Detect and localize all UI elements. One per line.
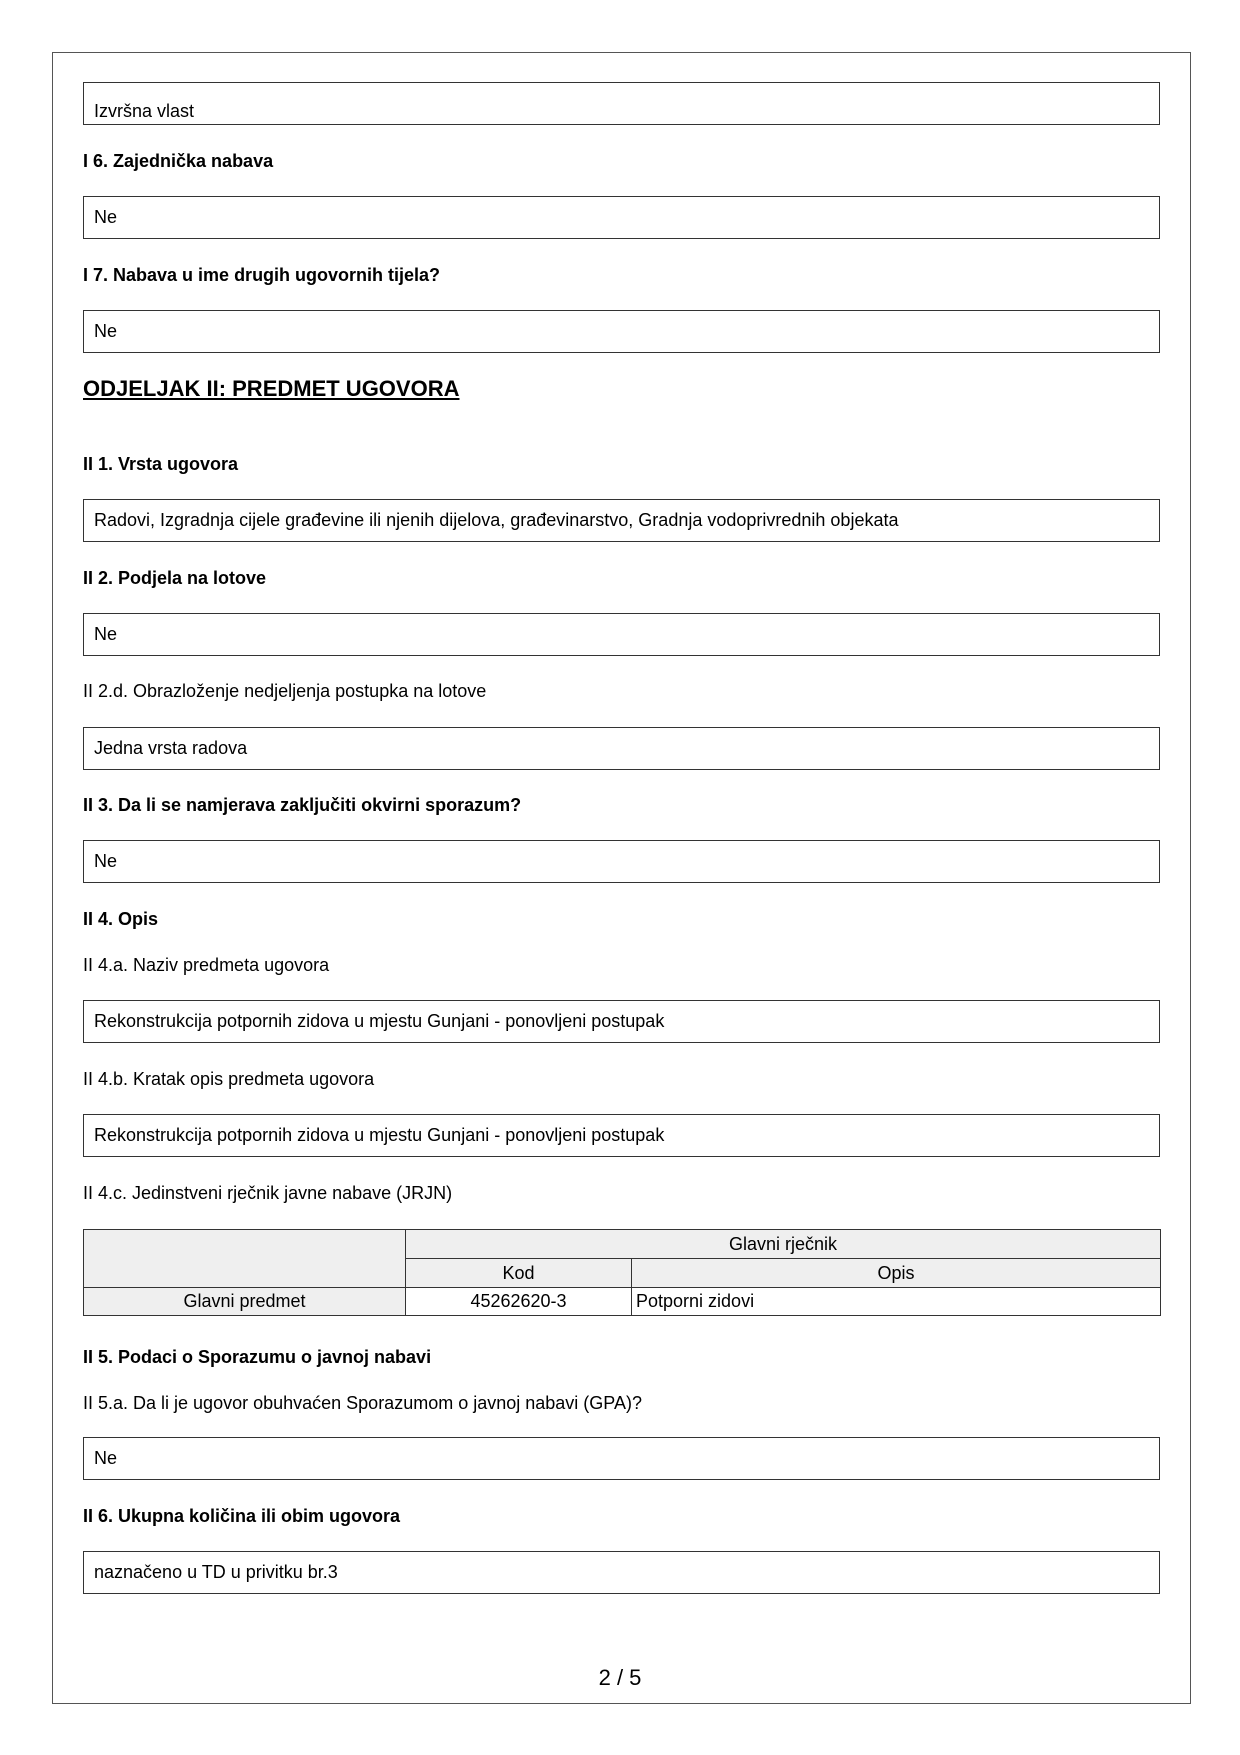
ii1-heading: II 1. Vrsta ugovora [83,454,239,474]
ii4b-field [83,1114,1160,1157]
ii4c-heading: II 4.c. Jedinstveni rječnik javne nabave (JRJN) [83,1183,453,1203]
ii1-field [83,499,1160,542]
ii3-field [83,840,1160,883]
ii4b-heading: II 4.b. Kratak opis predmeta ugovora [83,1069,375,1089]
ii2d-field [83,727,1160,770]
table-cell-opis: Potporni zidovi [632,1288,1161,1316]
field-value: Ne [94,624,118,644]
table-group-header: Glavni rječnik [406,1230,1161,1259]
field-value: Ne [94,321,118,341]
table-cell-kod: 45262620-3 [406,1288,632,1316]
field-value: Radovi, Izgradnja cijele građevine ili njenih dijelova, građevinarstvo, Gradnja vodoprivrednih objekata [94,510,899,530]
i7-heading: I 7. Nabava u ime drugih ugovornih tijela? [83,265,441,285]
field-value: Ne [94,851,118,871]
field-value: Rekonstrukcija potpornih zidova u mjestu Gunjani - ponovljeni postupak [94,1011,665,1031]
i6-field [83,196,1160,239]
i7-field [83,310,1160,353]
ii2-heading: II 2. Podjela na lotove [83,568,267,588]
field-value: Rekonstrukcija potpornih zidova u mjestu Gunjani - ponovljeni postupak [94,1125,665,1145]
table-header-row [84,1230,1161,1259]
field-value: Izvršna vlast [94,101,195,121]
table-col-opis: Opis [632,1259,1161,1288]
field-value: naznačeno u TD u privitku br.3 [94,1562,338,1582]
section-title: ODJELJAK II: PREDMET UGOVORA [83,376,460,401]
table-row [84,1288,1161,1316]
page-number: 2 / 5 [598,1665,642,1690]
field-value: Ne [94,207,118,227]
ii2-field [83,613,1160,656]
ii5-heading: II 5. Podaci o Sporazumu o javnoj nabavi [83,1347,432,1367]
table-corner-cell [84,1230,406,1288]
ii4a-field [83,1000,1160,1043]
ii4-heading: II 4. Opis [83,909,159,929]
table-row-label: Glavni predmet [84,1288,406,1316]
izvrsna-vlast-field [83,82,1160,125]
ii2d-heading: II 2.d. Obrazloženje nedjeljenja postupka na lotove [83,681,487,701]
field-value: Jedna vrsta radova [94,738,248,758]
ii6-heading: II 6. Ukupna količina ili obim ugovora [83,1506,401,1526]
field-value: Ne [94,1448,118,1468]
ii6-field [83,1551,1160,1594]
ii4a-heading: II 4.a. Naziv predmeta ugovora [83,955,330,975]
ii3-heading: II 3. Da li se namjerava zaključiti okvirni sporazum? [83,795,522,815]
ii5a-heading: II 5.a. Da li je ugovor obuhvaćen Sporazumom o javnoj nabavi (GPA)? [83,1393,642,1413]
table-col-kod: Kod [406,1259,632,1288]
i6-heading: I 6. Zajednička nabava [83,151,274,171]
ii5a-field [83,1437,1160,1480]
jrjn-table [83,1229,1161,1316]
